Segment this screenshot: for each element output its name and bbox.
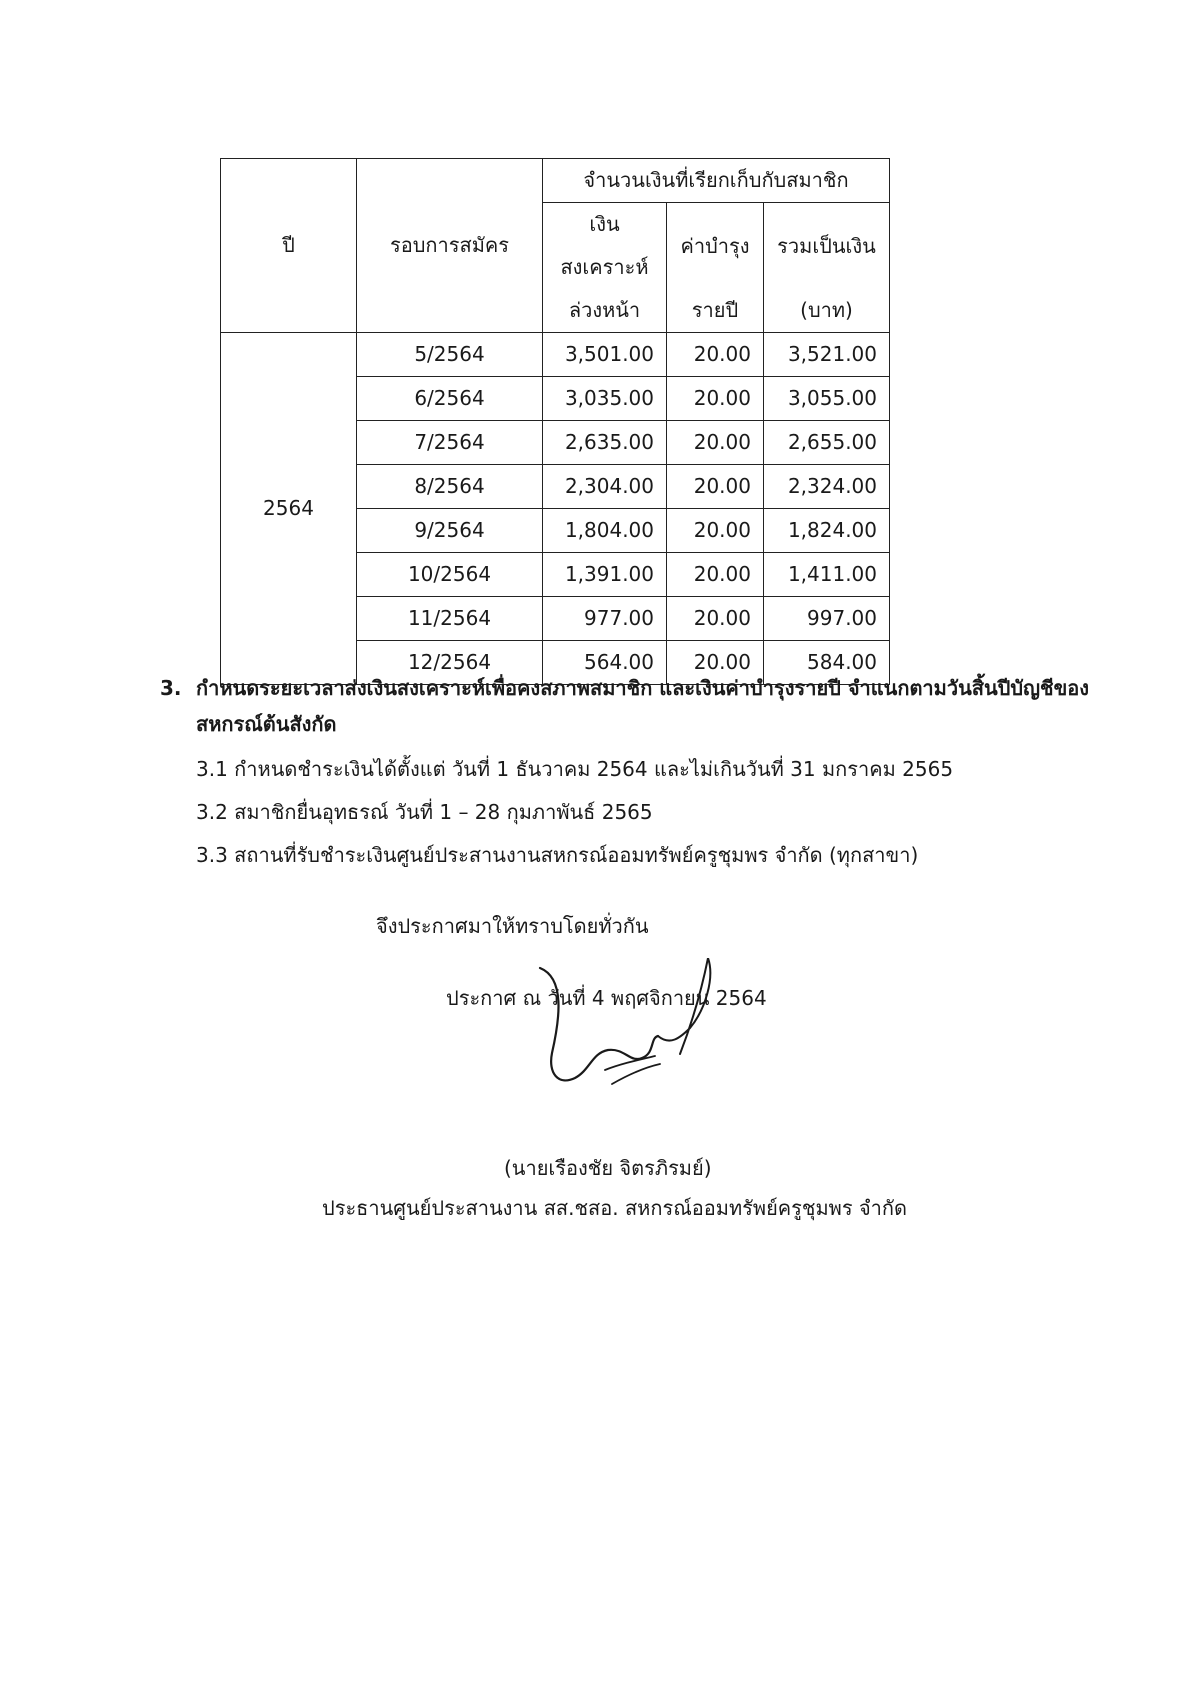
- total-cell: 584.00: [764, 641, 890, 685]
- advance-cell: 3,501.00: [543, 333, 667, 377]
- total-cell: 997.00: [764, 597, 890, 641]
- fee-cell: 20.00: [667, 553, 764, 597]
- round-cell: 6/2564: [357, 377, 543, 421]
- section-3: [160, 670, 1120, 877]
- year-cell: 2564: [221, 333, 357, 685]
- round-cell: 5/2564: [357, 333, 543, 377]
- round-cell: 10/2564: [357, 553, 543, 597]
- advance-cell: 2,304.00: [543, 465, 667, 509]
- section-number: 3.: [160, 676, 182, 700]
- header-amount-group: จำนวนเงินที่เรียกเก็บกับสมาชิก: [543, 159, 890, 203]
- round-cell: 7/2564: [357, 421, 543, 465]
- list-item: 3.2 สมาชิกยื่นอุทธรณ์ วันที่ 1 – 28 กุมภาพันธ์ 2565: [196, 800, 653, 824]
- advance-cell: 1,804.00: [543, 509, 667, 553]
- list-item: 3.3 สถานที่รับชำระเงินศูนย์ประสานงานสหกรณ์ออมทรัพย์ครูชุมพร จำกัด (ทุกสาขา): [196, 843, 919, 867]
- total-cell: 3,055.00: [764, 377, 890, 421]
- header-year: ปี: [221, 159, 357, 333]
- header-advance-line2: ล่วงหน้า: [543, 289, 667, 333]
- header-fee-line1: ค่าบำรุง: [667, 203, 764, 290]
- table-row: [221, 333, 890, 377]
- header-advance-line1: เงินสงเคราะห์: [543, 203, 667, 290]
- fee-cell: 20.00: [667, 377, 764, 421]
- closing-statement: จึงประกาศมาให้ทราบโดยทั่วกัน: [376, 914, 649, 938]
- fee-cell: 20.00: [667, 333, 764, 377]
- round-cell: 9/2564: [357, 509, 543, 553]
- section-3-heading-block: [160, 670, 1120, 742]
- announcement-date: ประกาศ ณ วันที่ 4 พฤศจิกายน 2564: [446, 986, 767, 1010]
- fee-cell: 20.00: [667, 641, 764, 685]
- total-cell: 2,655.00: [764, 421, 890, 465]
- round-cell: 12/2564: [357, 641, 543, 685]
- table-body: [221, 333, 890, 685]
- total-cell: 1,411.00: [764, 553, 890, 597]
- signer-name: (นายเรืองชัย จิตรภิรมย์): [504, 1156, 712, 1180]
- section-3-items: [160, 748, 1120, 877]
- handwritten-signature: [530, 958, 760, 1148]
- round-cell: 11/2564: [357, 597, 543, 641]
- header-total-line2: (บาท): [764, 289, 890, 333]
- fee-cell: 20.00: [667, 465, 764, 509]
- signer-title: ประธานศูนย์ประสานงาน สส.ชสอ. สหกรณ์ออมทรัพย์ครูชุมพร จำกัด: [322, 1196, 908, 1220]
- total-cell: 3,521.00: [764, 333, 890, 377]
- advance-cell: 564.00: [543, 641, 667, 685]
- advance-cell: 1,391.00: [543, 553, 667, 597]
- advance-cell: 2,635.00: [543, 421, 667, 465]
- header-fee-line2: รายปี: [667, 289, 764, 333]
- advance-cell: 977.00: [543, 597, 667, 641]
- header-round: รอบการสมัคร: [357, 159, 543, 333]
- total-cell: 2,324.00: [764, 465, 890, 509]
- total-cell: 1,824.00: [764, 509, 890, 553]
- advance-cell: 3,035.00: [543, 377, 667, 421]
- round-cell: 8/2564: [357, 465, 543, 509]
- fee-cell: 20.00: [667, 509, 764, 553]
- fee-cell: 20.00: [667, 597, 764, 641]
- fee-table: [220, 158, 890, 685]
- fee-cell: 20.00: [667, 421, 764, 465]
- section-heading: กำหนดระยะเวลาส่งเงินสงเคราะห์เพื่อคงสภาพสมาชิก และเงินค่าบำรุงรายปี จำแนกตามวันสิ้นปีบัญชีของสหกรณ์ต้นสังกัด: [196, 676, 1090, 736]
- header-total-line1: รวมเป็นเงิน: [764, 203, 890, 290]
- list-item: 3.1 กำหนดชำระเงินได้ตั้งแต่ วันที่ 1 ธันวาคม 2564 และไม่เกินวันที่ 31 มกราคม 2565: [196, 757, 954, 781]
